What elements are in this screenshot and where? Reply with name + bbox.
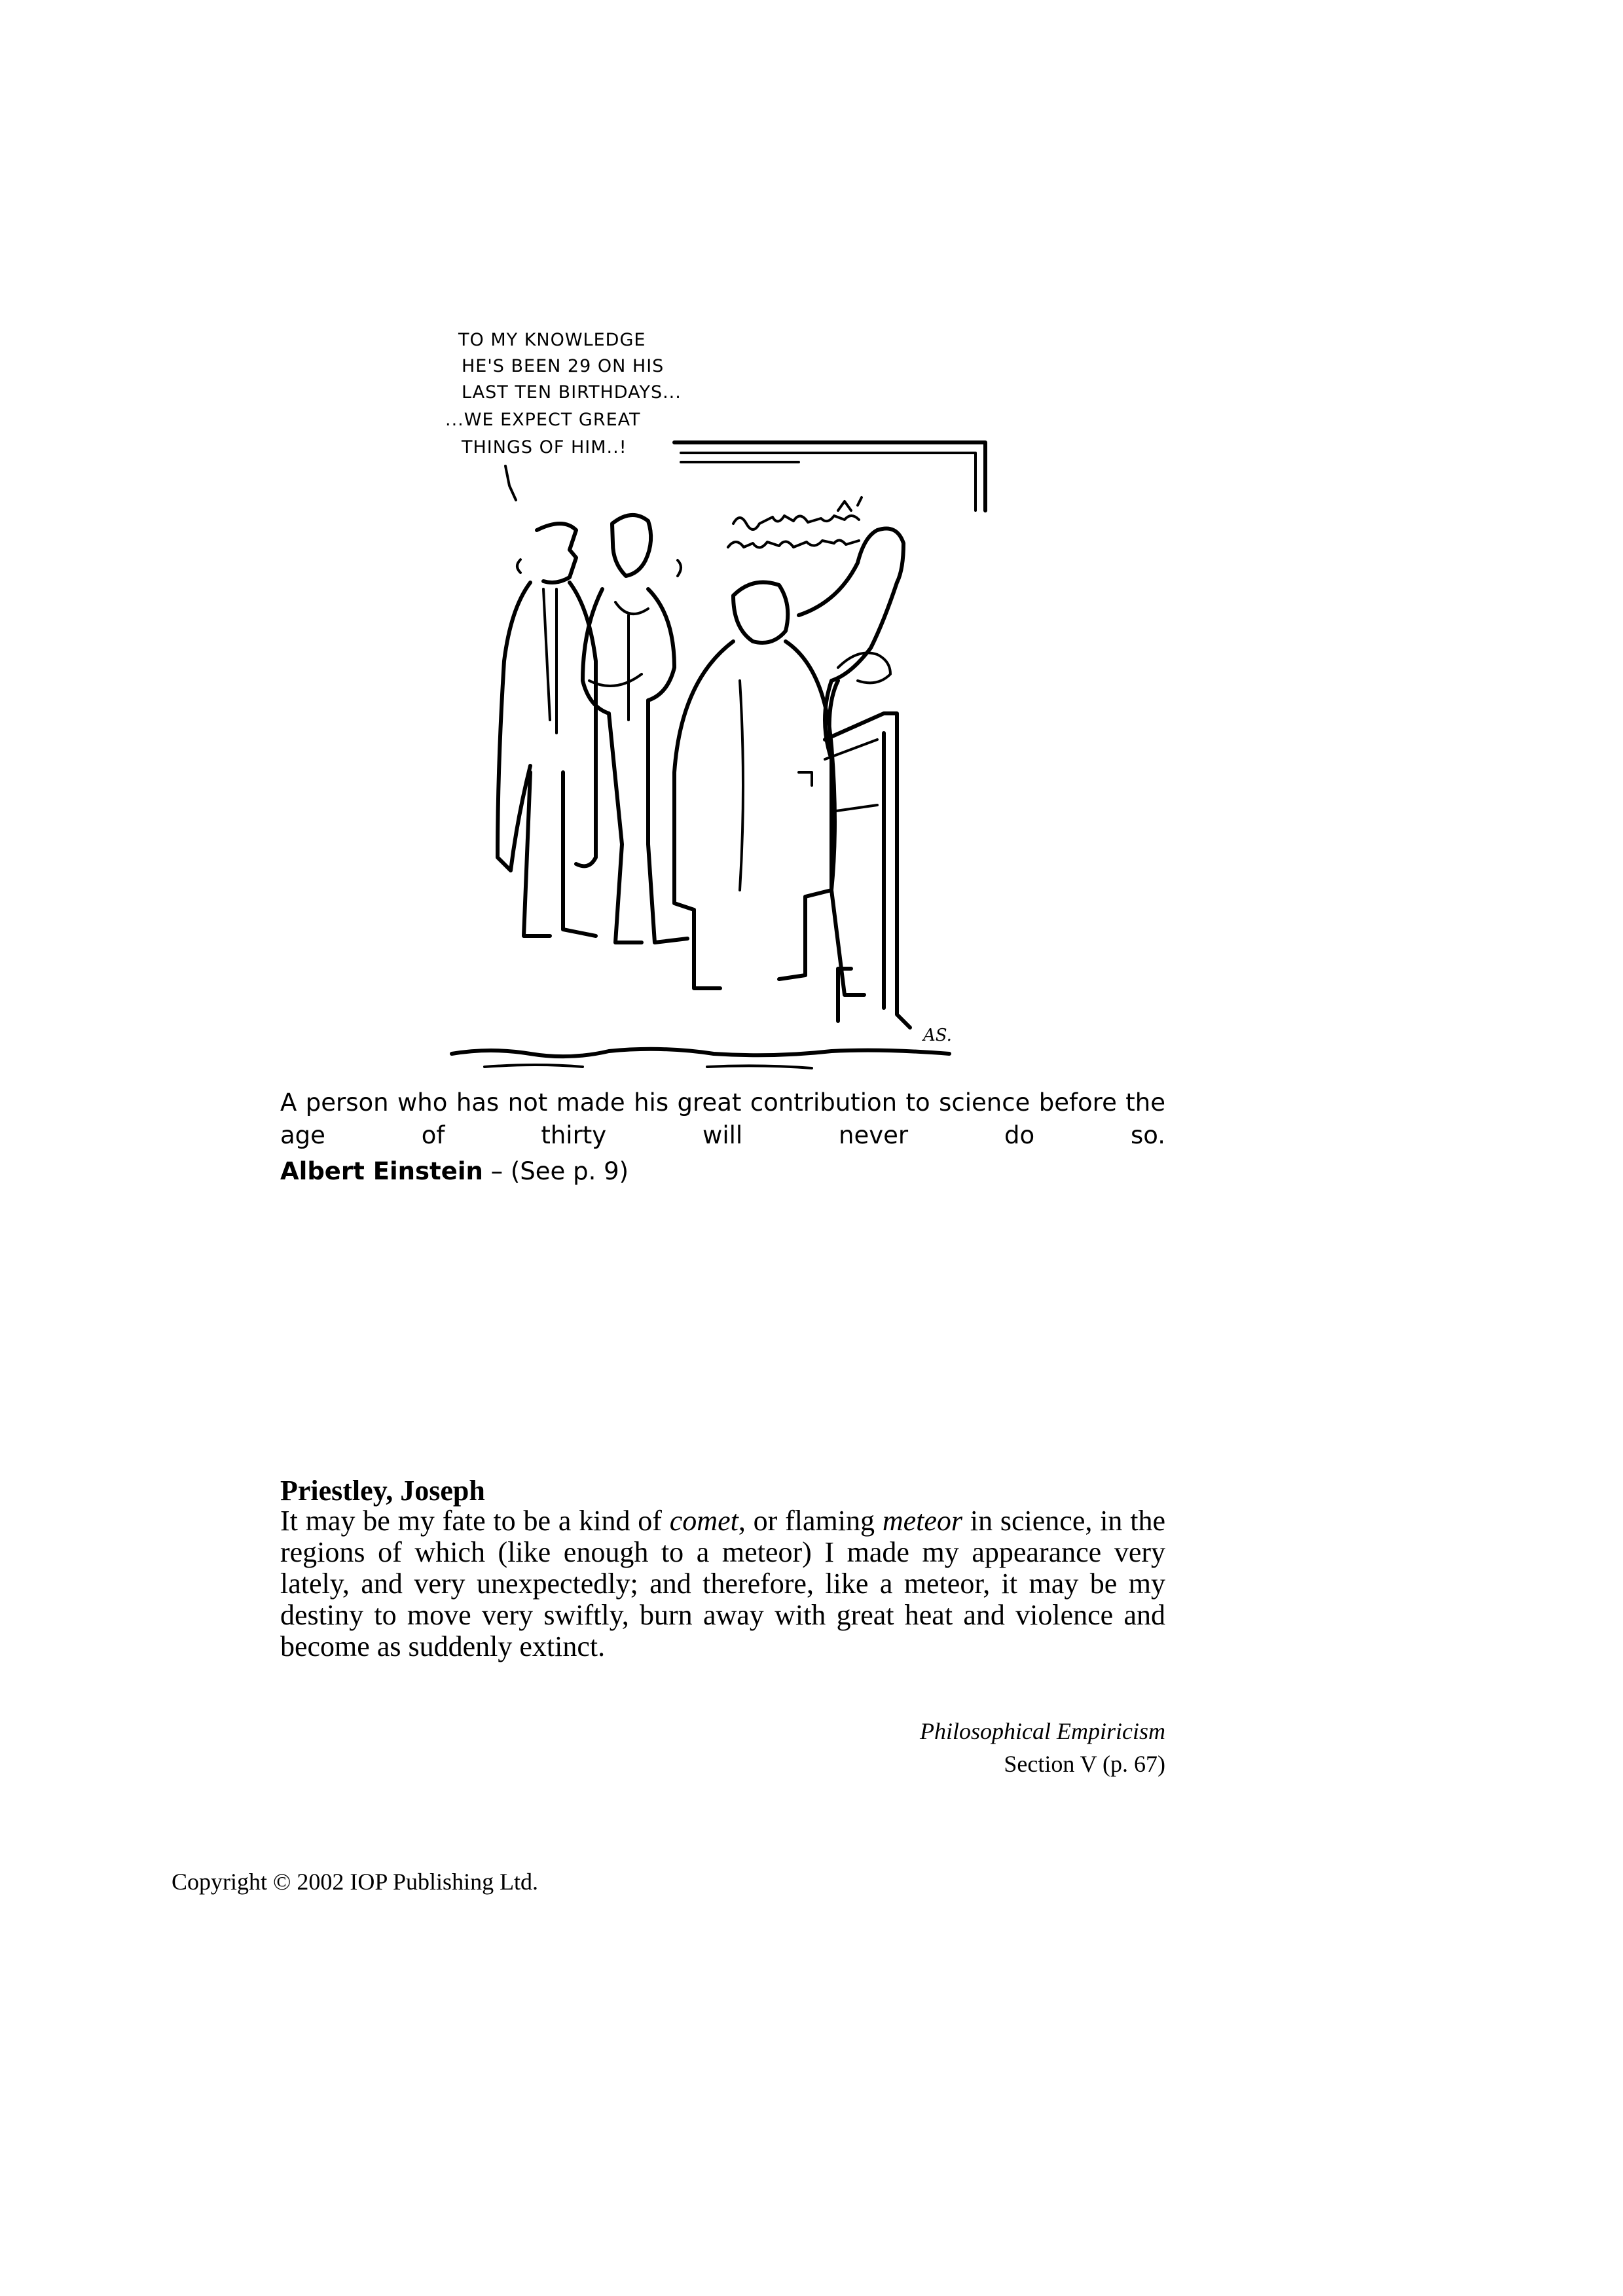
quote-text: It may be my fate to be a kind of bbox=[280, 1505, 670, 1537]
quote-line bbox=[280, 1537, 1165, 1568]
ground-stroke bbox=[452, 1049, 949, 1056]
quote-line bbox=[280, 1568, 1165, 1600]
quote-text: become as suddenly extinct. bbox=[280, 1630, 606, 1662]
caption-author: Albert Einstein bbox=[280, 1157, 483, 1185]
quote-line bbox=[280, 1631, 1165, 1662]
source-work: Philosophical Empiricism bbox=[920, 1718, 1165, 1744]
quote-text: , or flaming bbox=[738, 1505, 883, 1537]
entry-heading: Priestley, Joseph bbox=[280, 1475, 485, 1507]
speech-line-1: TO MY KNOWLEDGE bbox=[458, 330, 646, 350]
quote-emphasis: meteor bbox=[882, 1505, 963, 1537]
artist-initials: AS. bbox=[923, 1026, 952, 1045]
source-section: Section V (p. 67) bbox=[1004, 1751, 1165, 1777]
quote-text: in science, in the bbox=[962, 1505, 1165, 1537]
blackboard bbox=[674, 442, 985, 548]
speech-line-5: THINGS OF HIM..! bbox=[462, 437, 627, 457]
cartoon-illustration bbox=[432, 314, 1008, 1073]
ground-shadow bbox=[484, 1065, 812, 1068]
quote-text: destiny to move very swiftly, burn away with great heat and violence and bbox=[280, 1599, 1165, 1631]
quote-source bbox=[773, 1715, 1165, 1780]
speech-line-4: ...WE EXPECT GREAT bbox=[445, 410, 641, 430]
caption-attribution bbox=[280, 1155, 629, 1188]
cartoon-drawing bbox=[432, 314, 1008, 1073]
speech-line-2: HE'S BEEN 29 ON HIS bbox=[462, 356, 665, 376]
copyright-notice: Copyright © 2002 IOP Publishing Ltd. bbox=[172, 1869, 539, 1895]
figure-stout-man bbox=[674, 530, 877, 988]
speech-line-3: LAST TEN BIRTHDAYS... bbox=[462, 382, 682, 403]
quote-line bbox=[280, 1505, 1165, 1537]
quote-body bbox=[280, 1505, 1165, 1662]
caption-reference: – (See p. 9) bbox=[483, 1157, 629, 1185]
cartoon-caption: A person who has not made his great contribution to science before the age of thirty will never do so. bbox=[280, 1088, 1165, 1149]
quote-emphasis: comet bbox=[669, 1505, 739, 1537]
quote-text: regions of which (like enough to a meteor) I made my appearance very bbox=[280, 1536, 1165, 1568]
figure-middle-man bbox=[583, 515, 687, 942]
quote-line bbox=[280, 1600, 1165, 1631]
figure-left-man bbox=[498, 524, 596, 936]
figure-old-man-with-walker bbox=[825, 529, 910, 1028]
quote-text: lately, and very unexpectedly; and therefore, like a meteor, it may be my bbox=[280, 1568, 1165, 1600]
speech-pointer bbox=[505, 466, 516, 500]
